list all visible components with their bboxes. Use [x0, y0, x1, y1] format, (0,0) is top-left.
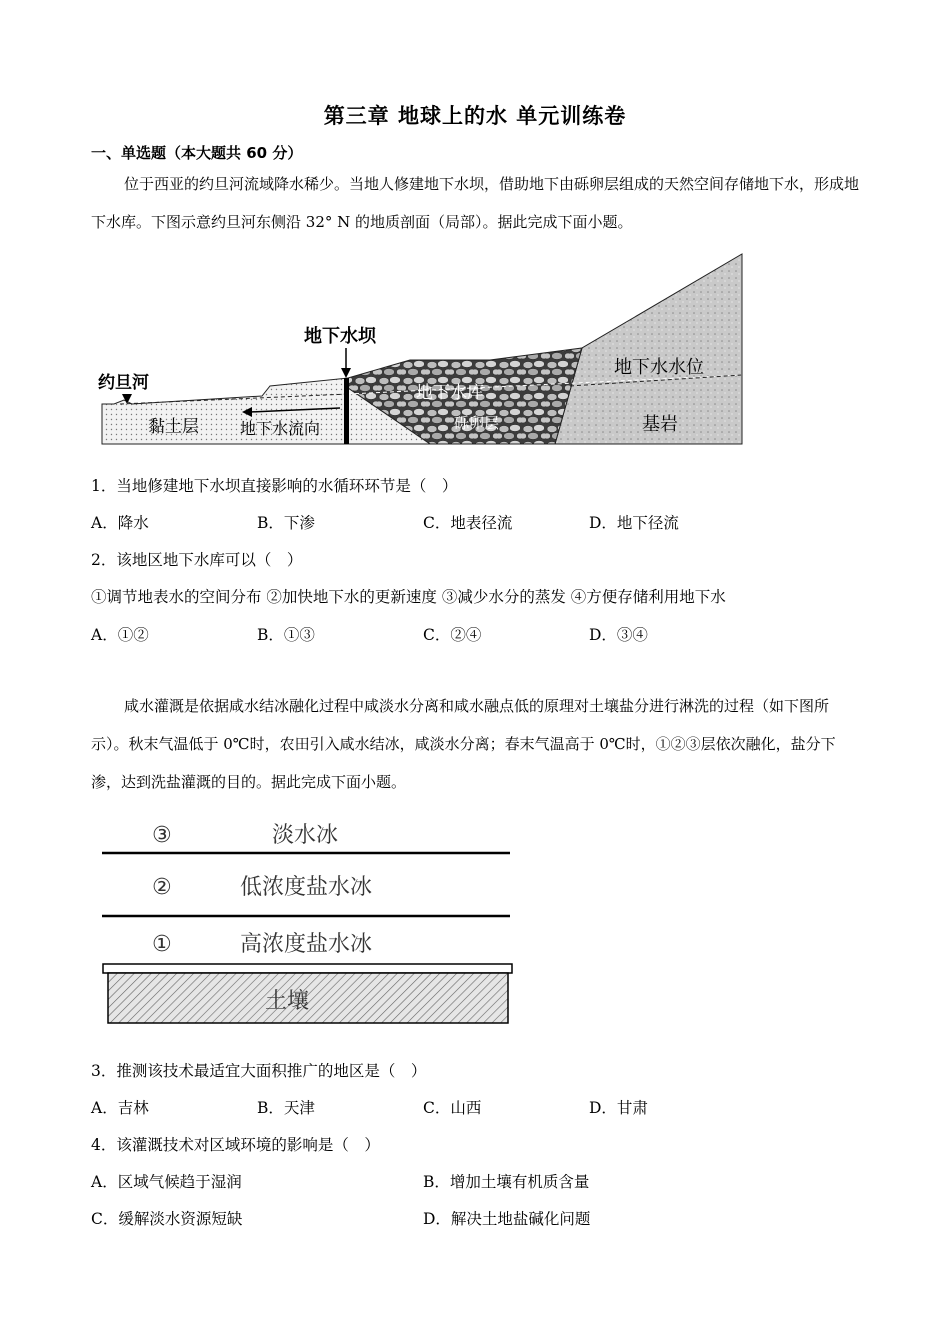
q4-option-b[interactable]: B．增加土壤有机质含量 [423, 1173, 590, 1191]
section-heading: 一、单选题（本大题共 60 分） [91, 144, 303, 162]
q1-option-d[interactable]: D．地下径流 [589, 514, 679, 532]
layer-2-label: 低浓度盐水冰 [240, 875, 373, 900]
q3-option-c[interactable]: C．山西 [423, 1099, 482, 1117]
geological-profile-figure [90, 248, 750, 450]
water-table-label: 地下水水位 [614, 357, 704, 378]
q1-option-a[interactable]: A．降水 [91, 514, 149, 532]
layer-2-number: ② [152, 875, 172, 900]
underground-dam [344, 378, 349, 444]
q2-option-b[interactable]: B．①③ [257, 626, 315, 644]
dam-label: 地下水坝 [304, 326, 376, 347]
ice-layer-figure [100, 812, 520, 1027]
layer-3-number: ③ [152, 823, 172, 848]
passage-2: 咸水灌溉是依据咸水结冰融化过程中咸淡水分离和咸水融点低的原理对土壤盐分进行淋洗的过程（如下图所示）。秋末气温低于 0℃时，农田引入咸水结冰，咸淡水分离；春末气温高于 0℃时，①②③层依次融化，盐分下渗，达到洗盐灌溉的目的。据此完成下面小题。 [91, 697, 836, 791]
dam-arrow-head [341, 368, 351, 378]
page-title: 第三章 地球上的水 单元训练卷 [323, 104, 627, 128]
q3-option-a[interactable]: A．吉林 [91, 1099, 149, 1117]
q4-option-a[interactable]: A．区域气候趋于湿润 [91, 1173, 242, 1191]
question-4-stem: 4．该灌溉技术对区域环境的影响是（ ） [91, 1136, 380, 1154]
passage-1: 位于西亚的约旦河流域降水稀少。当地人修建地下水坝，借助地下由砾卵层组成的天然空间存储地下水，形成地下水库。下图示意约旦河东侧沿 32° N 的地质剖面（局部）。据此完成下面小题。 [91, 175, 860, 231]
soil-surface [103, 964, 512, 973]
reservoir-label: 地下水库 [416, 383, 484, 403]
question-2-statements: ①调节地表水的空间分布 ②加快地下水的更新速度 ③减少水分的蒸发 ④方便存储利用地下水 [91, 588, 726, 606]
q2-option-d[interactable]: D．③④ [589, 626, 648, 644]
q3-option-d[interactable]: D．甘肃 [589, 1099, 648, 1117]
soil-label: 土壤 [265, 989, 310, 1014]
gravel-label: 砾卵层 [454, 414, 500, 432]
layer-1-number: ① [152, 932, 172, 957]
layer-1-label: 高浓度盐水冰 [240, 932, 373, 957]
layer-3-label: 淡水冰 [272, 823, 339, 848]
q1-option-b[interactable]: B．下渗 [257, 514, 315, 532]
q3-option-b[interactable]: B．天津 [257, 1099, 315, 1117]
question-3-stem: 3．推测该技术最适宜大面积推广的地区是（ ） [91, 1062, 427, 1080]
q2-option-a[interactable]: A．①② [91, 626, 149, 644]
q2-option-c[interactable]: C．②④ [423, 626, 482, 644]
q1-option-c[interactable]: C．地表径流 [423, 514, 513, 532]
clay-label: 黏土层 [148, 417, 199, 437]
bedrock-label: 基岩 [642, 414, 678, 435]
question-1-stem: 1．当地修建地下水坝直接影响的水循环环节是（ ） [91, 477, 458, 495]
river-label: 约旦河 [98, 373, 149, 393]
q4-option-c[interactable]: C．缓解淡水资源短缺 [91, 1210, 243, 1228]
q4-option-d[interactable]: D．解决土地盐碱化问题 [423, 1210, 591, 1228]
flow-label: 地下水流向 [240, 419, 321, 438]
question-2-stem: 2．该地区地下水库可以（ ） [91, 551, 303, 569]
